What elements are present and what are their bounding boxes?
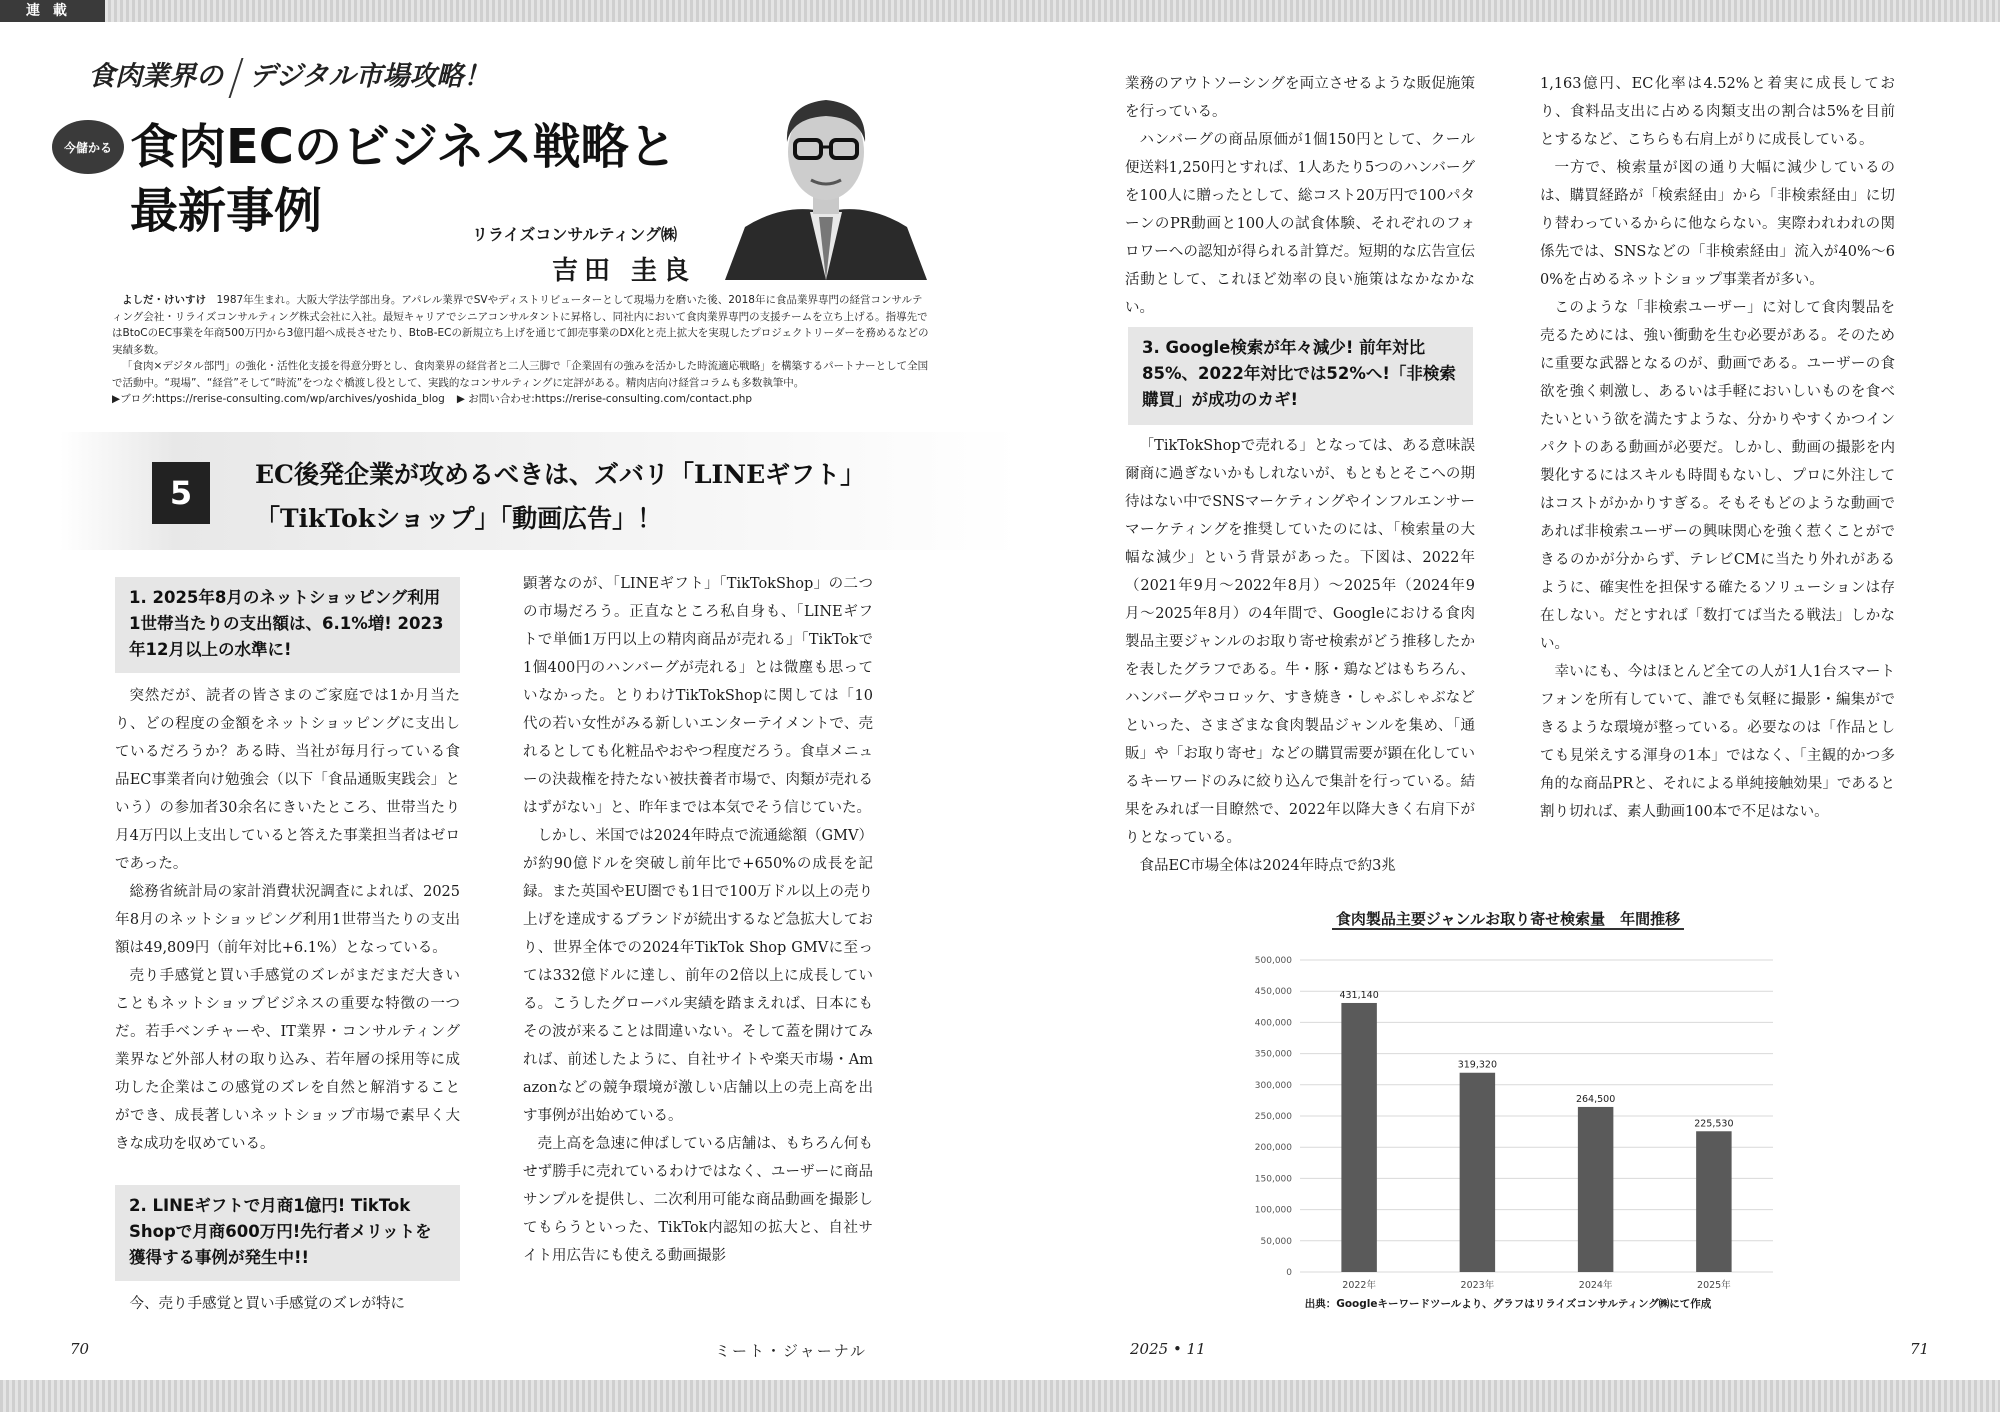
paragraph: 顕著なのが、「LINEギフト」「TikTokShop」の二つの市場だろう。正直なところ私自身も、「LINEギフトで単価1万円以上の精肉商品が売れる」「TikTokで1個400円のハンバーグが売れる」とは微塵も思っていなかった。とりわけTikTokShopに関しては「10代の若い女性がみる新しいエンターテイメントで、売れるとしても化粧品やおやつ程度だろう。食卓メニューの決裁権を持たない被扶養者市場で、肉類が売れるはずがない」と、昨年までは本気でそう信じていた。 xyxy=(523,576,873,816)
section-heading-1: 1. 2025年8月のネットショッピング利用1世帯当たりの支出額は、6.1%増! 2023年12月以上の水準に! xyxy=(115,577,460,673)
author-bio xyxy=(112,292,932,408)
column-4 xyxy=(1540,70,1895,898)
series-heading-right: デジタル市場攻略！ xyxy=(249,61,491,92)
y-tick-label: 400,000 xyxy=(1254,1018,1292,1029)
paragraph: 売り手感覚と買い手感覚のズレがまだまだ大きいこともネットショップビジネスの重要な特徴の一つだ。若手ベンチャーや、IT業界・コンサルティング業界など外部人材の取り込み、若年層の採用等に成功した企業はこの感覚のズレを自然と解消することができ、成長著しいネットショップ市場で素早く大きな成功を収めている。 xyxy=(115,968,460,1152)
paragraph: しかし、米国では2024年時点で流通総額（GMV）が約90億ドルを突破し前年比で+650%の成長を記録。また英国やEU圏でも1日で100万ドル以上の売り上げを達成するブランドが続出するなど急拡大しており、世界全体での2024年TikTok Shop GMVに至っては332億ドルに達し、前年の2倍以上に成長している。こうしたグローバル実績を踏まえれば、日本にもその波が来ることは間違いない。そして蓋を開けてみれば、前述したように、自社サイトや楽天市場・Amazonなどの競争環境が激しい店舗以上の売上高を出す事例が出始めている。 xyxy=(523,828,873,1124)
column-3-top xyxy=(1125,70,1475,320)
column-1-tail xyxy=(115,1290,460,1320)
bio-text-2: 「食肉×デジタル部門」の強化・活性化支援を得意分野とし、食肉業界の経営者と二人三脚で「企業固有の強みを活かした時流適応戦略」を構築するパートナーとして全国で活動中。“現場”、“経営”そして“時流”をつなぐ橋渡し役として、実践的なコンサルティングに定評がある。精肉店向け経営コラムも多数執筆中。 xyxy=(112,360,929,389)
y-tick-label: 150,000 xyxy=(1254,1174,1292,1185)
bar xyxy=(1341,1003,1376,1272)
paragraph: このような「非検索ユーザー」に対して食肉製品を売るためには、強い衝動を生む必要がある。そのために重要な武器となるのが、動画である。ユーザーの食欲を強く刺激し、あるいは手軽においしいものを食べたいという欲を満たすような、分かりやすくかつインパクトのある動画が必要だ。しかし、動画の撮影を内製化するにはスキルも時間もないし、プロに外注してはコストがかかりすぎる。そもそもどのような動画であれば非検索ユーザーの興味関心を強く惹くことができるのかが分からず、テレビCMに当たり外れがあるように、確実性を担保する確たるソリューションは存在しない。だとすれば「数打てば当たる戦法」しかない。 xyxy=(1540,300,1895,652)
issue-date: 2025 • 11 xyxy=(1130,1340,1206,1358)
paragraph: 1,163億円、EC化率は4.52%と着実に成長しており、食料品支出に占める肉類支出の割合は5%を目前とするなど、こちらも右肩上がりに成長している。 xyxy=(1540,76,1895,148)
slash-divider xyxy=(229,58,244,98)
chart-title: 食肉製品主要ジャンルお取り寄せ検索量 年間推移 xyxy=(1218,908,1798,929)
column-1 xyxy=(115,682,460,1174)
chapter-title-line1: EC後発企業が攻めるべきは、ズバリ「LINEギフト」 xyxy=(255,460,866,489)
page-number-right: 71 xyxy=(1910,1340,1930,1358)
paragraph: 幸いにも、今はほとんど全ての人が1人1台スマートフォンを所有していて、誰でも気軽に撮影・編集ができるような環境が整っている。必要なのは「作品としても見栄えする渾身の1本」ではなく、「主観的かつ多角的な商品PRと、それによる単純接触効果」であると割り切れば、素人動画100本で不足はない。 xyxy=(1540,664,1895,820)
author-photo xyxy=(715,52,937,280)
y-tick-label: 200,000 xyxy=(1254,1143,1292,1154)
page-title-line1: 食肉ECのビジネス戦略と xyxy=(130,119,677,175)
section-heading-3: 3. Google検索が年々減少! 前年対比85%、2022年対比では52%へ!「非検索購買」が成功のカギ! xyxy=(1128,327,1473,425)
chapter-number: 5 xyxy=(152,462,210,524)
paragraph: 今、売り手感覚と買い手感覚のズレが特に xyxy=(129,1296,405,1312)
x-tick-label: 2024年 xyxy=(1578,1280,1613,1291)
chapter-title xyxy=(255,453,895,541)
column-3-bottom xyxy=(1125,432,1475,892)
y-tick-label: 300,000 xyxy=(1254,1080,1292,1091)
x-tick-label: 2025年 xyxy=(1697,1280,1731,1291)
page-number-left: 70 xyxy=(70,1340,90,1358)
chapter-title-line2: 「TikTokショップ」「動画広告」！ xyxy=(255,504,663,533)
bar xyxy=(1460,1073,1495,1272)
data-label: 431,140 xyxy=(1339,989,1379,1001)
paragraph: 一方で、検索量が図の通り大幅に減少しているのは、購買経路が「検索経由」から「非検索経由」に切り替わっているからに他ならない。実際われわれの関係先では、SNSなどの「非検索経由」流入が40%〜60%を占めるネットショップ事業者が多い。 xyxy=(1540,160,1895,288)
page-title-line2: 最新事例 xyxy=(130,183,323,239)
x-tick-label: 2022年 xyxy=(1342,1280,1376,1291)
paragraph: ハンバーグの商品原価が1個150円として、クール便送料1,250円とすれば、1人あたり5つのハンバーグを100人に贈ったとして、総コスト20万円で100パターンのPR動画と100人の試食体験、それぞれのフォロワーへの認知が得られる計算だ。短期的な広告宣伝活動として、これほど効率の良い施策はなかなかない。 xyxy=(1125,132,1475,316)
paragraph: 業務のアウトソーシングを両立させるような販促施策を行っている。 xyxy=(1125,76,1475,120)
y-tick-label: 0 xyxy=(1286,1268,1292,1278)
bar xyxy=(1578,1107,1613,1272)
chart-source: 出典：Googleキーワードツールより、グラフはリライズコンサルティング㈱にて作成 xyxy=(1304,1298,1712,1310)
search-volume-chart xyxy=(1218,908,1798,1318)
paragraph: 売上高を急速に伸ばしている店舗は、もちろん何もせず勝手に売れているわけではなく、ユーザーに商品サンプルを提供し、二次利用可能な商品動画を撮影してもらうといった、TikTok内認知の拡大と、自社サイト用広告にも使える動画撮影 xyxy=(523,1136,873,1264)
bottom-decor-band xyxy=(0,1380,2000,1412)
blog-link[interactable]: ▶ブログ:https://rerise-consulting.com/wp/archives/yoshida_blog xyxy=(112,393,445,405)
badge: 今儲かる xyxy=(52,120,124,174)
author-name: 吉田 圭良 xyxy=(552,256,696,286)
paragraph: 食品EC市場全体は2024年時点で約3兆 xyxy=(1139,858,1396,874)
paragraph: 「TikTokShopで売れる」となっては、ある意味誤爾商に過ぎないかもしれないが、もともとそこへの期待はない中でSNSマーケティングやインフルエンサーマーケティングを推奨していたのには、「検索量の大幅な減少」という背景があった。下図は、2022年（2021年9月〜2022年8月）〜2025年（2024年9月〜2025年8月）の4年間で、Googleにおける食肉製品主要ジャンルのお取り寄せ検索がどう推移したかを表したグラフである。牛・豚・鶏などはもちろん、ハンバーグやコロッケ、すき焼き・しゃぶしゃぶなどといった、さまざまな食肉製品ジャンルを集め、「通販」や「お取り寄せ」などの購買需要が顕在化しているキーワードのみに絞り込んで集計を行っている。結果をみれば一目瞭然で、2022年以降大きく右肩下がりとなっている。 xyxy=(1125,438,1475,846)
author-name-kana: よしだ・けいすけ xyxy=(122,294,206,306)
paragraph: 突然だが、読者の皆さまのご家庭では1か月当たり、どの程度の金額をネットショッピングに支出しているだろうか？ある時、当社が毎月行っている食品EC事業者向け勉強会（以下「食品通販実践会」という）の参加者30余名にきいたところ、世帯当たり月4万円以上支出していると答えた事業担当者はゼロであった。 xyxy=(115,688,460,872)
series-heading-left: 食肉業界の xyxy=(88,61,223,92)
paragraph: 総務省統計局の家計消費状況調査によれば、2025年8月のネットショッピング利用1世帯当たりの支出額は49,809円（前年対比+6.1%）となっている。 xyxy=(115,884,460,956)
y-tick-label: 250,000 xyxy=(1254,1112,1292,1122)
data-label: 319,320 xyxy=(1457,1059,1498,1071)
data-label: 225,530 xyxy=(1694,1118,1734,1130)
data-label: 264,500 xyxy=(1575,1093,1616,1105)
bio-text-1: 1987年生まれ。大阪大学法学部出身。アパレル業界でSVやディストリビューターとして現場力を磨いた後、2018年に食品業界専門の経営コンサルティング会社・リライズコンサルティング株式会社に入社。最短キャリアでシニアコンサルタントに昇格し、同社内において食肉業界専門の支援チームを立ち上げる。指導先ではBtoCのEC事業を年商500万円から3億円超へ成長させたり、BtoB-ECの新規立ち上げを通じて卸売事業のDX化と売上拡大を実現したプロジェクトリーダーを務めるなどの実績多数。 xyxy=(112,294,929,356)
y-tick-label: 50,000 xyxy=(1260,1236,1292,1247)
journal-name: ミート・ジャーナル xyxy=(715,1342,867,1360)
section-heading-2: 2. LINEギフトで月商1億円! TikTok Shopで月商600万円!先行者メリットを獲得する事例が発生中!! xyxy=(115,1185,460,1281)
y-tick-label: 450,000 xyxy=(1254,987,1292,998)
bar xyxy=(1696,1131,1731,1272)
author-company: リライズコンサルティング㈱ xyxy=(472,225,677,244)
contact-link[interactable]: ▶ お問い合わせ:https://rerise-consulting.com/contact.php xyxy=(456,393,753,405)
chart-canvas xyxy=(1218,938,1798,1318)
series-heading xyxy=(88,54,490,98)
y-tick-label: 350,000 xyxy=(1254,1049,1292,1060)
top-decor-band xyxy=(0,0,2000,22)
y-tick-label: 100,000 xyxy=(1254,1205,1292,1216)
x-tick-label: 2023年 xyxy=(1460,1280,1495,1291)
y-tick-label: 500,000 xyxy=(1254,956,1292,966)
column-2 xyxy=(523,570,873,1322)
series-tag: 連 載 xyxy=(0,0,105,22)
